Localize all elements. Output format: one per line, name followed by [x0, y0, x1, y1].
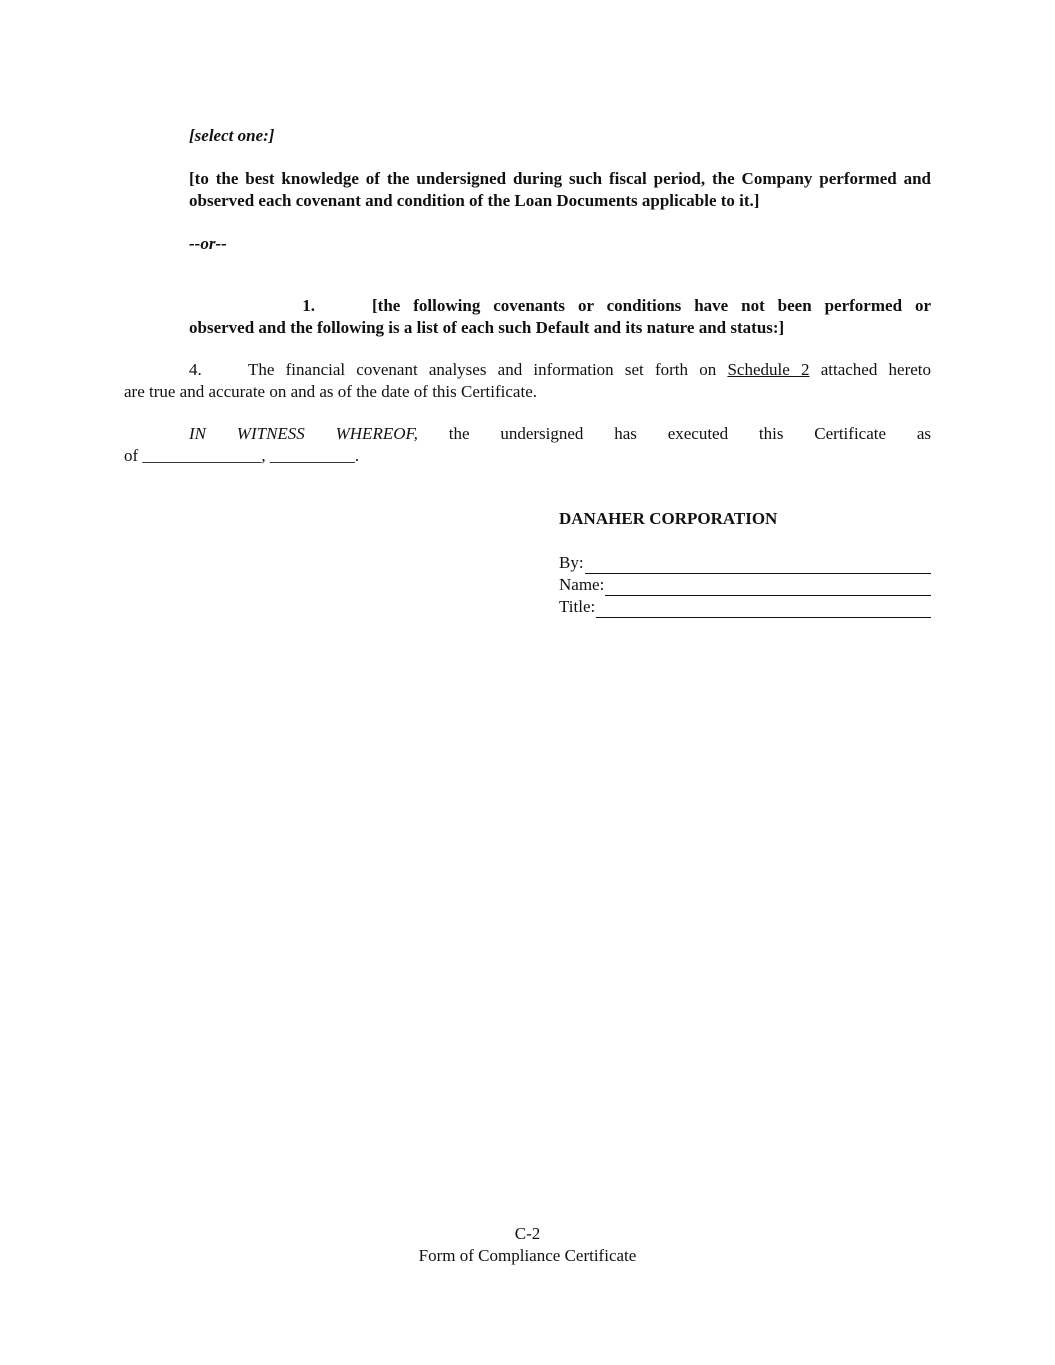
signature-block [559, 552, 931, 618]
by-blank [585, 556, 931, 574]
signature-name-line [559, 574, 931, 596]
item-4-first-line [124, 359, 931, 381]
signature-title-line [559, 596, 931, 618]
schedule-2-reference: Schedule 2 [727, 360, 810, 379]
item-1-first-line [189, 295, 931, 317]
witness-italic: IN WITNESS WHEREOF, [189, 424, 418, 443]
signature-by-line [559, 552, 931, 574]
title-blank [596, 600, 931, 618]
witness-date-line: of ______________, __________. [124, 446, 360, 465]
item-4-text-first: The financial covenant analyses and information set forth on Schedule 2 attached hereto [248, 360, 932, 379]
witness-first-line [124, 423, 931, 445]
name-label: Name: [559, 575, 605, 594]
footer [0, 1223, 1055, 1267]
footer-page-number: C-2 [514, 1224, 541, 1243]
item-1-text-first: [the following covenants or conditions have not been performed or [372, 296, 931, 315]
company-name: DANAHER CORPORATION [559, 509, 778, 528]
item-1-paragraph [189, 295, 931, 339]
select-one-instruction: [select one:] [189, 126, 275, 145]
witness-paragraph [124, 423, 931, 467]
item-4-paragraph [124, 359, 931, 403]
witness-text: IN WITNESS WHEREOF, the undersigned has executed this Certificate as [189, 424, 931, 443]
by-label: By: [559, 553, 584, 572]
title-label: Title: [559, 597, 596, 616]
item-1-text-rest: observed and the following is a list of each such Default and its nature and status:] [189, 318, 785, 337]
item-1-number: 1. [302, 296, 315, 315]
name-blank [605, 578, 931, 596]
item-4-number: 4. [189, 360, 202, 379]
item-4-text-line2: are true and accurate on and as of the date of this Certificate. [124, 382, 537, 401]
or-separator: --or-- [189, 234, 227, 253]
footer-caption: Form of Compliance Certificate [418, 1246, 637, 1265]
option-compliance-paragraph: [to the best knowledge of the undersigned during such fiscal period, the Company performed and observed each covenant and condition of the Loan Documents applicable to it.] [189, 169, 931, 210]
